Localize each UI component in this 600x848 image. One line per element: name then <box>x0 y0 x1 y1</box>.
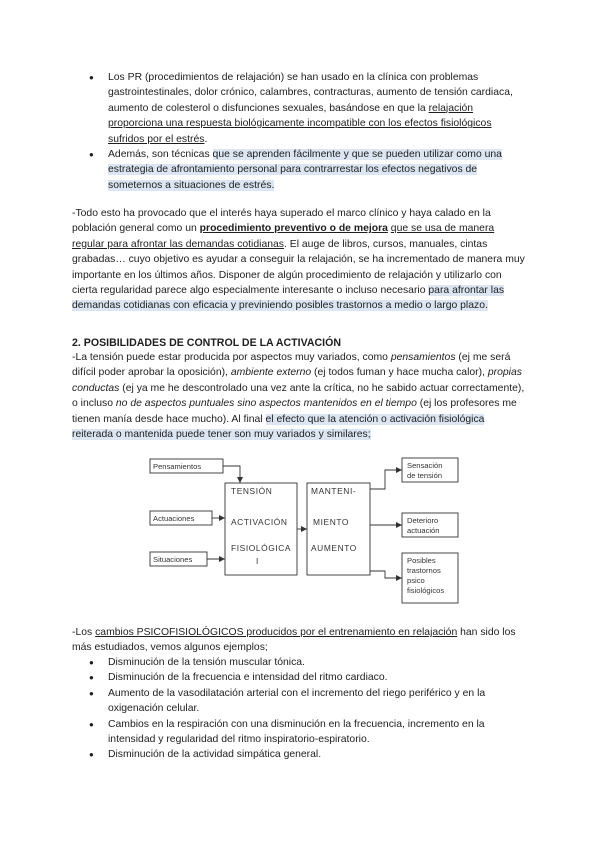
center-box-mantenimiento <box>307 483 370 575</box>
diagram-svg <box>145 451 460 609</box>
center-box-tension <box>225 483 297 575</box>
list-item: ● Disminución de la actividad simpática general. <box>108 747 524 762</box>
input-label: Situaciones <box>153 555 193 564</box>
input-label: Actuaciones <box>153 514 195 523</box>
output-label: psico <box>407 576 425 585</box>
underlined-text: que se usa de manera regular para afrontar las demandas cotidianas <box>72 223 495 250</box>
output-label: trastornos <box>407 566 441 575</box>
italic-text: no de aspectos puntuales sino aspectos mantenidos en el tiempo <box>115 398 417 410</box>
paragraph-tension <box>72 350 525 442</box>
bullet-text: Además, son técnicas <box>108 149 213 161</box>
arrow-head <box>219 515 225 521</box>
effects-list <box>108 655 524 763</box>
italic-text: ambiente externo <box>230 367 312 379</box>
paragraph-text: -La tensión puede estar producida por aspectos muy variados, como <box>72 352 391 363</box>
center-label: MANTENI- <box>311 486 357 496</box>
highlighted-text: que se aprenden fácilmente y que se pueden utilizar como una estrategia de afrontamiento personal para contrarrestar los efectos negativos de someternos a situaciones de estrés. <box>108 149 502 191</box>
list-item: ● Disminución de la frecuencia e intensidad del ritmo cardiaco. <box>108 670 524 685</box>
bold-underlined-text: procedimiento preventivo o de mejora <box>199 223 388 235</box>
center-label: ACTIVACIÓN <box>231 517 288 527</box>
input-label: Pensamientos <box>153 462 202 471</box>
output-label: Posibles <box>407 556 436 565</box>
paragraph-text: (ej ya me he descontrolado una vez ante la crítica, no he sabido actuar correctamente), o incluso <box>72 382 525 410</box>
bullet-text: Los PR (procedimientos de relajación) se han usado en la clínica con problemas gastrointestinales, dolor crónico, calambres, contracturas, aumento de tensión cardiaca, aumento de colesterol o disfunciones sexuales, basándose en que la <box>108 72 513 114</box>
highlighted-text: el efecto que la atención o activación fisiológica reiterada o mantenida puede tener son muy variados y similares; <box>72 413 485 441</box>
list-item: ● Disminución de la tensión muscular tónica. <box>108 655 524 670</box>
intro-bullet-list <box>108 70 522 193</box>
arrow-head <box>301 526 307 532</box>
paragraph-interest <box>72 206 525 314</box>
output-label: actuación <box>407 526 440 535</box>
paragraph-changes <box>72 625 525 656</box>
paragraph-text: -Los <box>72 627 96 638</box>
list-item: ● Aumento de la vasodilatación arterial con el incremento del riego periférico y en la oxigenación celular. <box>108 686 524 717</box>
connector-line <box>223 466 240 483</box>
arrow-head <box>396 575 402 581</box>
list-item: ● Cambios en la respiración con una disminución en la frecuencia, incremento en la intensidad y regularidad del ritmo inspiratorio-espiratorio. <box>108 717 524 748</box>
center-label: I <box>256 556 259 566</box>
connector-line <box>370 470 402 489</box>
output-label: de tensión <box>407 471 443 480</box>
arrow-head <box>396 467 402 473</box>
underlined-text: relajación proporciona una respuesta biológicamente incompatible con los efectos fisiológicos sufridos por el estrés <box>108 102 492 145</box>
center-label: FISIOLÓGICA <box>231 543 292 553</box>
arrow-head <box>219 556 225 562</box>
center-label: TENSIÓN <box>231 486 273 496</box>
list-item <box>108 147 522 193</box>
paragraph-text: han sido los más estudiados, vemos algunos ejemplos; <box>72 627 516 654</box>
output-label: fisiológicos <box>407 586 445 595</box>
output-label: Sensación <box>407 461 443 470</box>
paragraph-text: -Todo esto ha provocado que el interés haya superado el marco clínico y haya calado en la población general como un <box>72 208 491 235</box>
section-heading: 2. POSIBILIDADES DE CONTROL DE LA ACTIVACIÓN <box>72 337 341 349</box>
paragraph-text: (ej todos fuman y hace mucha calor), <box>311 367 488 379</box>
bullet-text-end: . <box>204 133 208 145</box>
underlined-text: cambios PSICOFISIOLÓGICOS producidos por el entrenamiento en relajación <box>95 627 458 638</box>
italic-text: propias conductas <box>72 367 522 394</box>
output-label: Deterioro <box>407 516 439 525</box>
list-item <box>108 70 522 147</box>
center-label: MIENTO <box>313 517 350 527</box>
italic-text: pensamientos <box>390 352 456 363</box>
arrow-head <box>396 522 402 528</box>
highlighted-text: para afrontar las demandas cotidianas con eficacia y previniendo posibles trastornos a medio o largo plazo. <box>72 285 505 312</box>
center-label: AUMENTO <box>311 543 357 553</box>
activation-diagram <box>145 451 460 609</box>
paragraph-text: (ej me será difícil poder aprobar la oposición), <box>72 352 511 379</box>
arrow-head <box>237 477 243 483</box>
paragraph-text: (ej los profesores me tienen manía desde hace mucho). Al final <box>72 398 517 425</box>
paragraph-text: . El auge de libros, cursos, manuales, cintas grabadas… cuyo objetivo es ayudar a conseguir la relajación, se ha incrementado de manera muy importante en los últimos años. Disponer de algún procedimiento de relajación y utilizarlo con cierta regularidad parece algo especialmente interesante o incluso necesario <box>72 238 525 297</box>
